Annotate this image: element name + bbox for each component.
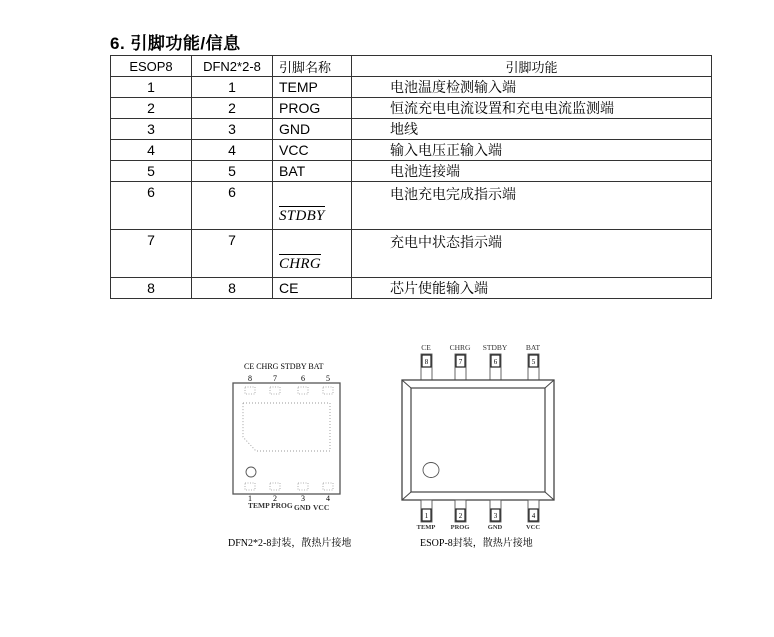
pin-function-table xyxy=(110,55,712,299)
cell-pin-name: BAT xyxy=(273,161,352,182)
dfn-pin-label: TEMP xyxy=(248,501,270,510)
dfn-pin-number: 5 xyxy=(326,374,330,383)
cell-esop8: 6 xyxy=(111,182,192,230)
table-row xyxy=(111,119,712,140)
cell-pin-name: TEMP xyxy=(273,77,352,98)
cell-esop8: 1 xyxy=(111,77,192,98)
cell-dfn: 6 xyxy=(192,182,273,230)
esop-pin-label: PROG xyxy=(450,524,470,531)
esop-pin-label: BAT xyxy=(525,343,541,352)
dfn-pin-number: 4 xyxy=(326,494,330,503)
header-dfn: DFN2*2-8 xyxy=(192,56,273,77)
cell-dfn: 4 xyxy=(192,140,273,161)
table-row xyxy=(111,230,712,278)
dfn-pin-number: 2 xyxy=(273,494,277,503)
cell-esop8: 8 xyxy=(111,278,192,299)
dfn-pin-number: 8 xyxy=(248,374,252,383)
dfn-pin-label: PROG xyxy=(271,501,293,510)
esop-pin-number: 7 xyxy=(458,358,463,366)
esop-pin-number: 3 xyxy=(493,512,498,520)
cell-pin-name: VCC xyxy=(273,140,352,161)
cell-pin-function: 地线 xyxy=(352,119,712,140)
cell-esop8: 4 xyxy=(111,140,192,161)
esop-pin-number: 5 xyxy=(531,358,536,366)
cell-esop8: 5 xyxy=(111,161,192,182)
esop-pin-label: CE xyxy=(421,343,431,352)
cell-pin-function: 电池温度检测输入端 xyxy=(352,77,712,98)
table-row xyxy=(111,140,712,161)
dfn-top-labels: CE CHRG STDBY BAT xyxy=(244,362,324,371)
esop-pin-label: VCC xyxy=(525,524,541,531)
cell-pin-function: 芯片使能输入端 xyxy=(352,278,712,299)
cell-dfn: 7 xyxy=(192,230,273,278)
cell-esop8: 2 xyxy=(111,98,192,119)
cell-pin-function: 充电中状态指示端 xyxy=(352,230,712,278)
cell-pin-name: CE xyxy=(273,278,352,299)
table-row xyxy=(111,98,712,119)
dfn-body xyxy=(233,383,340,494)
header-pin-function: 引脚功能 xyxy=(352,56,712,77)
esop-pin-number: 1 xyxy=(424,512,429,520)
cell-pin-name: PROG xyxy=(273,98,352,119)
cell-pin-function: 输入电压正输入端 xyxy=(352,140,712,161)
esop-bottom-leads xyxy=(421,500,539,522)
esop-pin-number: 2 xyxy=(458,512,463,520)
cell-pin-function: 电池充电完成指示端 xyxy=(352,182,712,230)
cell-esop8: 7 xyxy=(111,230,192,278)
esop-pin-number: 8 xyxy=(424,358,429,366)
cell-dfn: 8 xyxy=(192,278,273,299)
esop-pin-label: CHRG xyxy=(449,343,471,352)
cell-esop8: 3 xyxy=(111,119,192,140)
dfn-pin-number: 1 xyxy=(248,494,252,503)
dfn-pin-number: 3 xyxy=(301,494,305,503)
dfn-pin-label: VCC xyxy=(313,503,330,512)
cell-dfn: 1 xyxy=(192,77,273,98)
table-header-row xyxy=(111,56,712,77)
table-row xyxy=(111,161,712,182)
section-title: 6. 引脚功能/信息 xyxy=(110,34,241,53)
cell-pin-function: 电池连接端 xyxy=(352,161,712,182)
cell-pin-name xyxy=(273,230,352,278)
pin-name-overbar: STDBY xyxy=(279,208,325,224)
cell-dfn: 3 xyxy=(192,119,273,140)
esop-pin-number: 6 xyxy=(493,358,498,366)
esop-pin-number: 4 xyxy=(531,512,536,520)
header-esop8: ESOP8 xyxy=(111,56,192,77)
dfn-caption: DFN2*2-8封装，散热片接地 xyxy=(228,538,352,549)
dfn-package-diagram xyxy=(225,355,355,505)
table-row xyxy=(111,182,712,230)
pin1-marker-icon xyxy=(246,467,256,477)
pin-name-overbar: CHRG xyxy=(279,256,322,272)
cell-pin-name xyxy=(273,182,352,230)
esop-pin-label: STDBY xyxy=(482,343,508,352)
header-pin-name: 引脚名称 xyxy=(273,56,352,77)
table-row xyxy=(111,278,712,299)
cell-pin-function: 恒流充电电流设置和充电电流监测端 xyxy=(352,98,712,119)
dfn-pin-number: 6 xyxy=(301,374,305,383)
cell-dfn: 5 xyxy=(192,161,273,182)
cell-pin-name: GND xyxy=(273,119,352,140)
pin1-marker-icon xyxy=(423,463,439,478)
cell-dfn: 2 xyxy=(192,98,273,119)
esop-caption: ESOP-8封装，散热片接地 xyxy=(420,538,533,549)
esop-pin-label: TEMP xyxy=(416,524,436,531)
esop-top-leads xyxy=(421,354,539,380)
dfn-bottom-labels xyxy=(240,500,340,514)
dfn-pin-label: GND xyxy=(294,503,311,512)
dfn-pin-number: 7 xyxy=(273,374,277,383)
table-row xyxy=(111,77,712,98)
esop-package-diagram xyxy=(395,340,565,535)
esop-pin-label: GND xyxy=(487,524,503,531)
